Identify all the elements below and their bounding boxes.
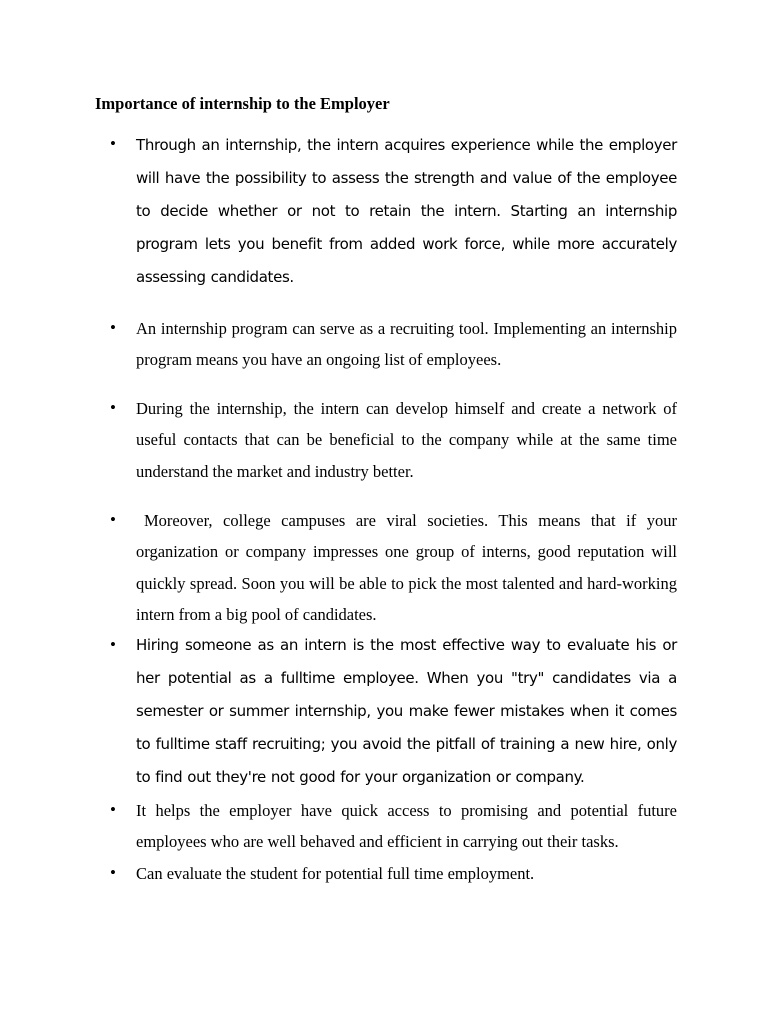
bullet-icon: • [110, 800, 116, 819]
list-item: An internship program can serve as a recruiting tool. Implementing an internship program means you have an ongoing list of employees. [136, 319, 677, 370]
list-item: It helps the employer have quick access to promising and potential future employees who are well behaved and efficient in carrying out their tasks. [136, 801, 677, 852]
bullet-icon: • [110, 635, 116, 654]
list-item: During the internship, the intern can develop himself and create a network of useful contacts that can be beneficial to the company while at the same time understand the market and industry better. [136, 399, 677, 481]
bullet-icon: • [110, 398, 116, 417]
list-item: Hiring someone as an intern is the most effective way to evaluate his or her potential as a fulltime employee. When you "try" candidates via a semester or summer internship, you make fewer mistakes when it comes to fulltime staff recruiting; you avoid the pitfall of training a new hire, only to find out they're not good for your organization or company. [136, 636, 677, 786]
bullet-icon: • [110, 863, 116, 882]
document-heading: Importance of internship to the Employer [95, 94, 390, 113]
bullet-icon: • [110, 318, 116, 337]
bullet-icon: • [110, 134, 116, 153]
list-item: Can evaluate the student for potential full time employment. [136, 864, 535, 883]
list-item: Moreover, college campuses are viral societies. This means that if your organization or company impresses one group of interns, good reputation will quickly spread. Soon you will be able to pick the most talented and hard-working intern from a big pool of candidates. [136, 511, 677, 624]
bullet-icon: • [110, 510, 116, 529]
list-item: Through an internship, the intern acquires experience while the employer will have the possibility to assess the strength and value of the employee to decide whether or not to retain the intern. Starting an internship program lets you benefit from added work force, while more accurately assessing candidates. [136, 136, 677, 286]
